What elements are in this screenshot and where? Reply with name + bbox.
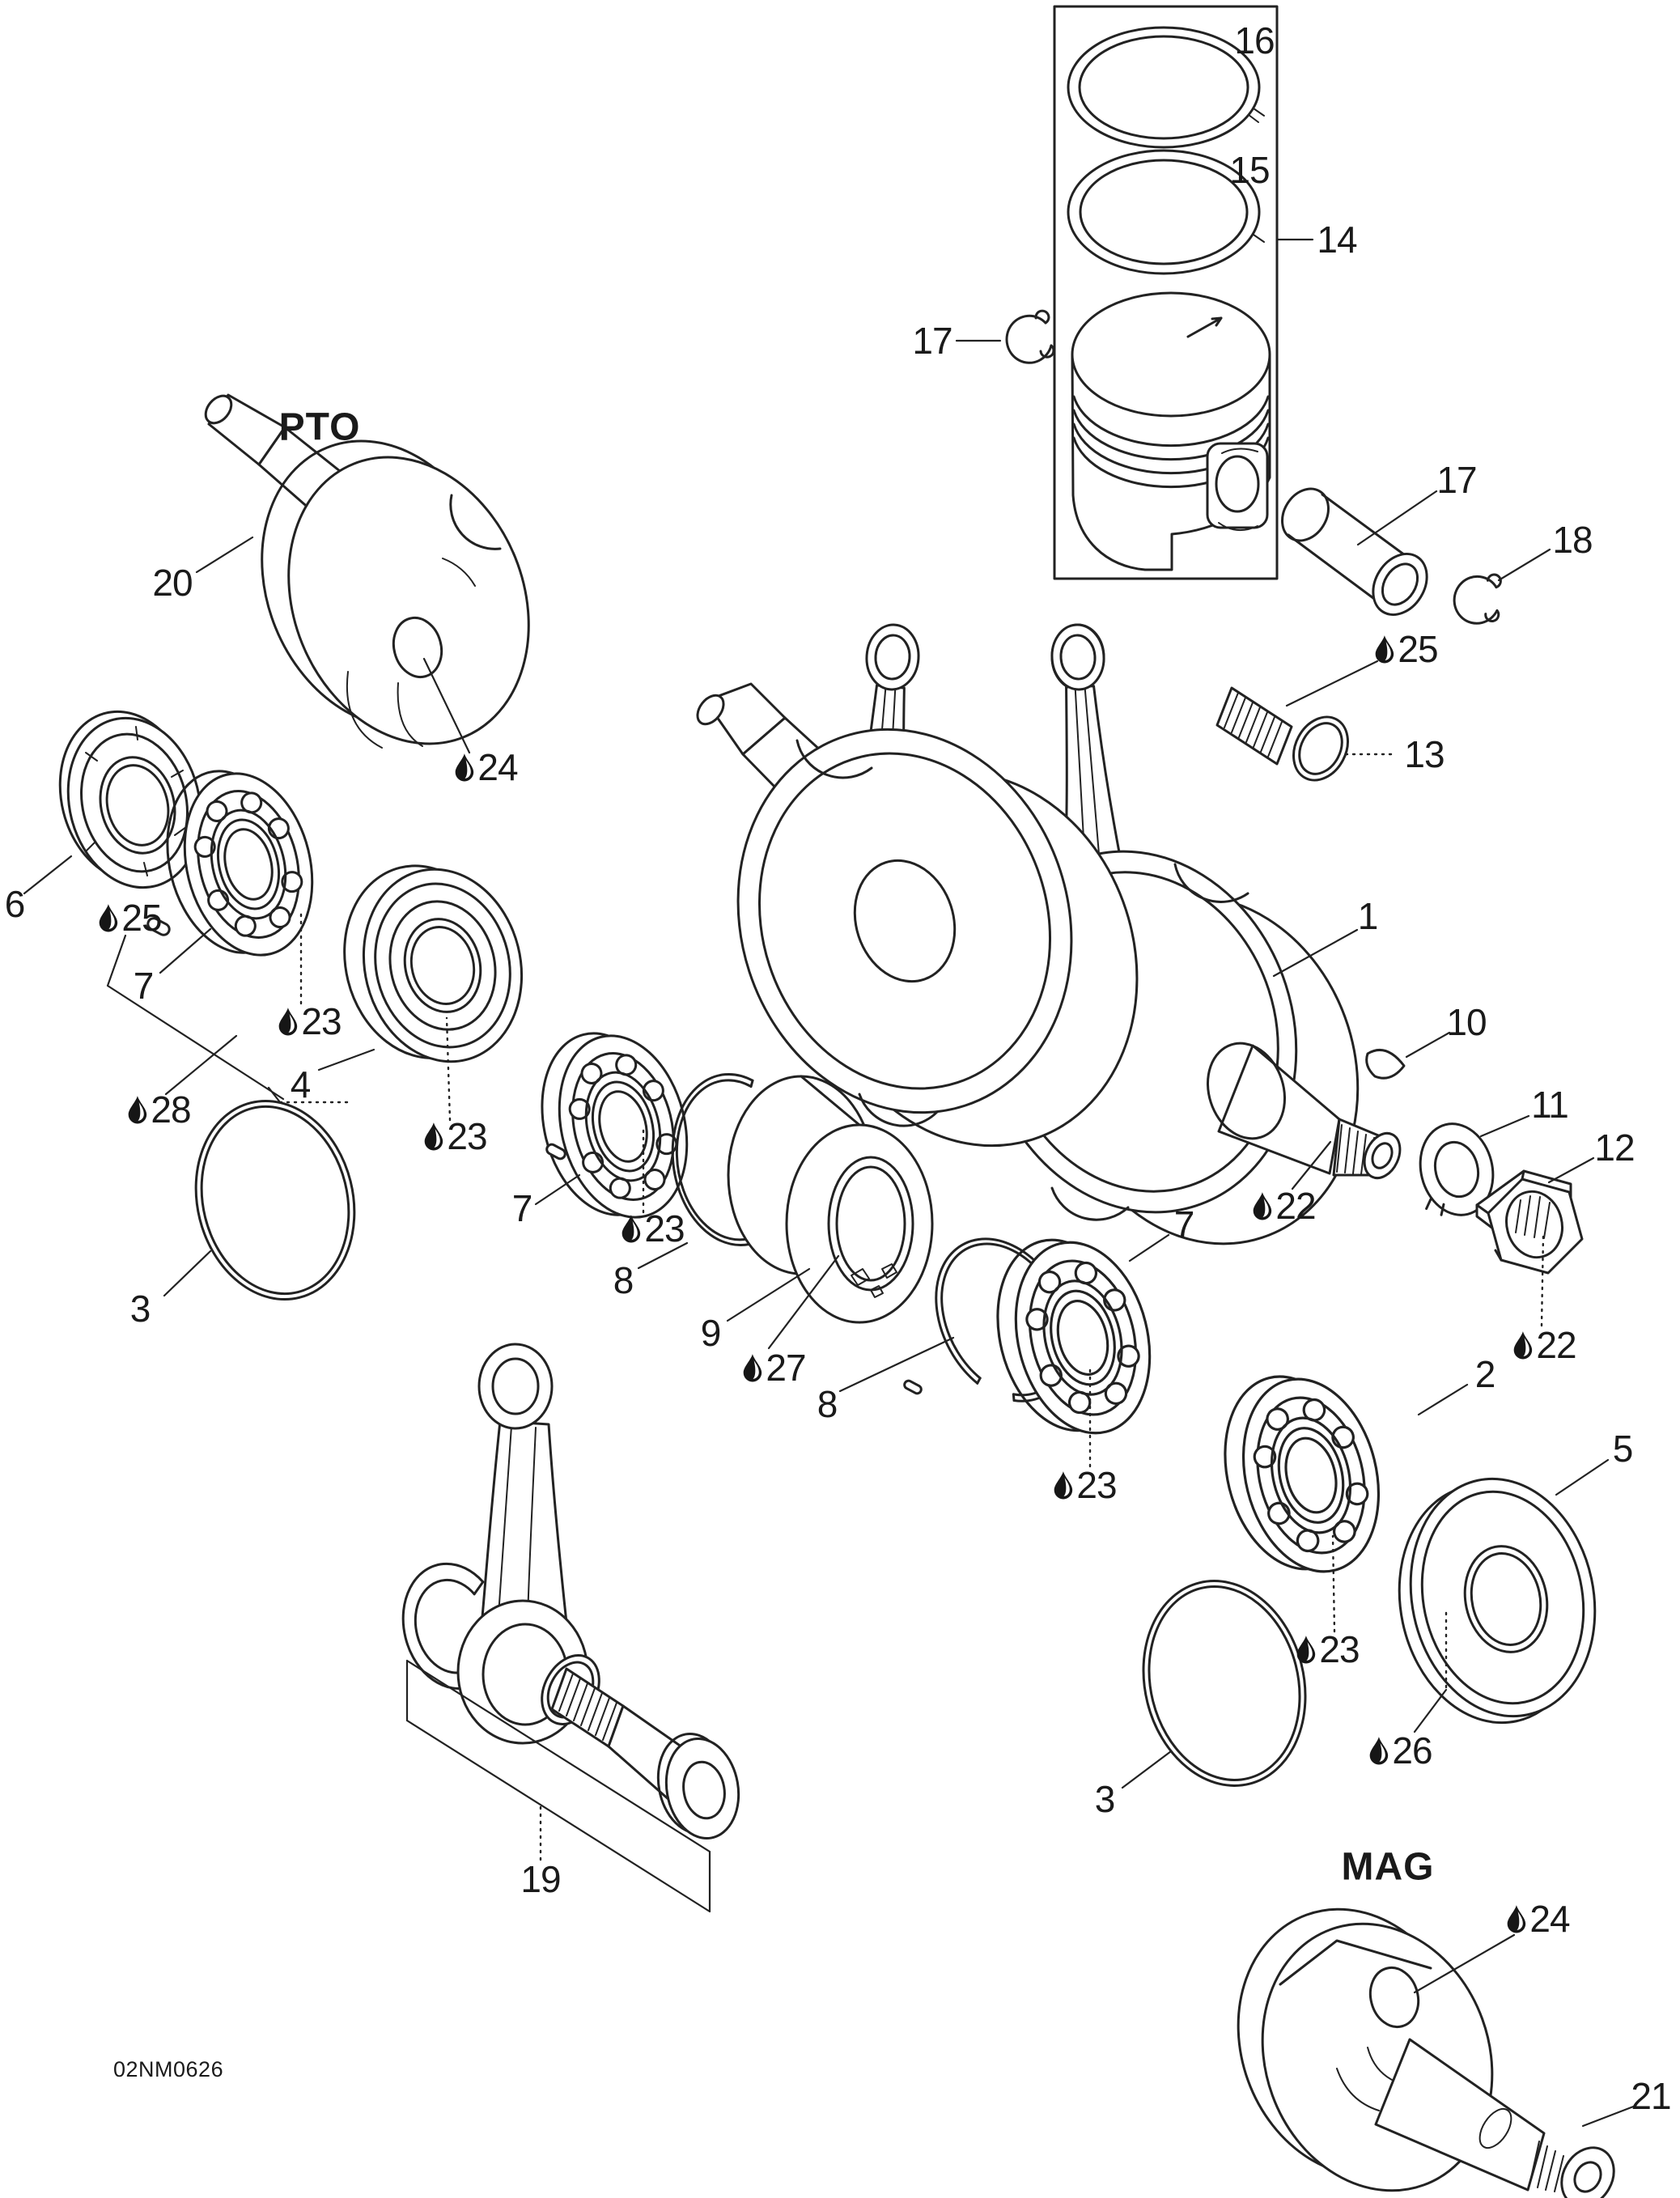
part-number: 7 — [133, 965, 154, 1007]
part-number: 3 — [129, 1288, 151, 1330]
part-number: 22 — [1536, 1324, 1576, 1366]
part-number: 5 — [1612, 1428, 1633, 1470]
part-number: 7 — [1173, 1203, 1194, 1245]
oil-drop-icon — [1505, 1904, 1527, 1933]
part-number: 8 — [817, 1383, 838, 1425]
part-number: 27 — [766, 1347, 806, 1389]
part-number: 13 — [1404, 733, 1445, 775]
part-callout-11 — [1531, 1083, 1568, 1127]
part-callout-3 — [130, 1287, 151, 1330]
part-callout-25 — [1373, 627, 1437, 671]
part-callout-21 — [1631, 2074, 1670, 2118]
part-number: 17 — [912, 320, 952, 362]
part-number: 18 — [1552, 519, 1593, 561]
part-number: 3 — [1094, 1778, 1115, 1820]
part-callout-23 — [422, 1114, 486, 1158]
part-callout-17 — [912, 319, 952, 363]
part-callout-25 — [97, 896, 161, 940]
part-number: 24 — [477, 746, 518, 788]
part-callout-7 — [134, 964, 154, 1008]
oil-drop-icon — [620, 1214, 642, 1243]
part-number: 25 — [121, 897, 162, 939]
part-number: 1 — [1357, 895, 1378, 937]
part-callout-22 — [1251, 1184, 1315, 1228]
oil-drop-icon — [1368, 1736, 1389, 1765]
part-callout-8 — [817, 1382, 838, 1426]
part-callout-22 — [1512, 1323, 1576, 1367]
part-number: 2 — [1474, 1353, 1495, 1395]
part-callout-19 — [520, 1857, 560, 1901]
part-number: 10 — [1446, 1001, 1487, 1043]
oil-drop-icon — [1295, 1635, 1317, 1664]
part-callout-17 — [1436, 458, 1476, 502]
part-callout-16 — [1234, 19, 1274, 62]
part-number: 19 — [520, 1858, 561, 1900]
part-number: 24 — [1529, 1898, 1570, 1940]
part-callout-24 — [1505, 1897, 1569, 1941]
section-label-pto — [279, 405, 361, 450]
part-callout-23 — [1052, 1463, 1116, 1507]
part-number: 23 — [447, 1115, 487, 1157]
part-number: 9 — [700, 1312, 721, 1354]
oil-drop-icon — [453, 753, 475, 782]
section-label-text: MAG — [1341, 1845, 1435, 1889]
part-callout-7 — [1174, 1203, 1194, 1246]
part-number: 16 — [1234, 19, 1275, 62]
part-number: 22 — [1275, 1185, 1316, 1227]
part-callout-10 — [1446, 1000, 1486, 1044]
part-number: 23 — [301, 1000, 342, 1042]
oil-drop-icon — [1052, 1470, 1074, 1500]
part-number: 20 — [152, 562, 193, 604]
oil-drop-icon — [277, 1007, 299, 1036]
part-callout-13 — [1404, 732, 1444, 776]
part-callout-8 — [613, 1258, 634, 1302]
part-number: 6 — [4, 883, 25, 925]
part-number: 7 — [511, 1187, 532, 1229]
oil-drop-icon — [97, 903, 119, 932]
part-callout-3 — [1095, 1777, 1115, 1821]
part-number: 14 — [1317, 219, 1357, 261]
part-callout-2 — [1475, 1352, 1495, 1396]
part-number: 28 — [151, 1088, 191, 1131]
part-callout-6 — [5, 882, 25, 926]
part-callout-27 — [741, 1346, 805, 1390]
section-label-text: PTO — [278, 405, 361, 449]
part-callout-7 — [512, 1186, 532, 1230]
part-callout-26 — [1368, 1729, 1432, 1772]
part-number: 26 — [1392, 1729, 1432, 1772]
oil-drop-icon — [1373, 634, 1395, 664]
part-number: 23 — [1076, 1464, 1117, 1506]
part-callout-23 — [620, 1207, 684, 1250]
part-number: 23 — [1319, 1628, 1360, 1670]
part-number: 15 — [1229, 149, 1270, 191]
part-callout-4 — [291, 1063, 311, 1106]
oil-drop-icon — [422, 1122, 444, 1151]
part-number: 8 — [613, 1259, 634, 1301]
part-callout-5 — [1613, 1427, 1633, 1470]
part-number: 23 — [644, 1207, 685, 1250]
drawing-code: 02NM0626 — [113, 2057, 224, 2081]
oil-drop-icon — [1251, 1191, 1273, 1220]
oil-drop-icon — [1512, 1330, 1534, 1360]
part-callout-28 — [126, 1088, 190, 1131]
part-callout-14 — [1317, 218, 1356, 261]
part-callout-1 — [1358, 894, 1378, 938]
part-callout-18 — [1552, 518, 1592, 562]
part-number: 11 — [1531, 1084, 1568, 1126]
part-callout-9 — [701, 1311, 721, 1355]
part-number: 17 — [1436, 459, 1477, 501]
part-callout-23 — [1295, 1627, 1359, 1671]
part-number: 21 — [1631, 2075, 1671, 2117]
oil-drop-icon — [741, 1353, 763, 1382]
part-callout-15 — [1229, 148, 1269, 192]
part-callout-12 — [1594, 1126, 1634, 1169]
part-callout-23 — [277, 999, 341, 1043]
part-callout-24 — [453, 745, 517, 789]
part-number: 4 — [290, 1063, 311, 1105]
part-callout-20 — [152, 561, 192, 605]
section-label-mag — [1342, 1845, 1435, 1890]
part-number: 25 — [1398, 628, 1438, 670]
oil-drop-icon — [126, 1095, 148, 1124]
part-number: 12 — [1594, 1127, 1635, 1169]
